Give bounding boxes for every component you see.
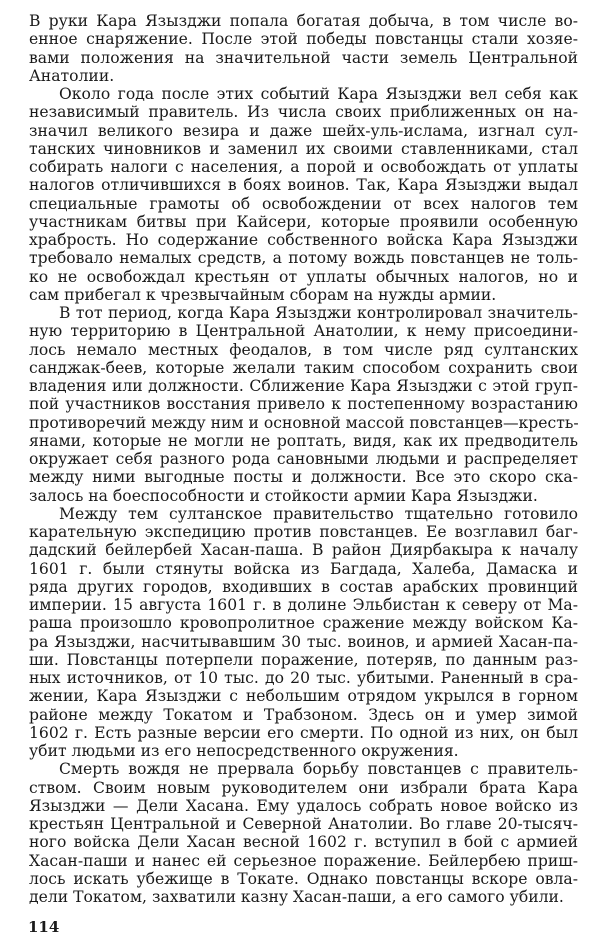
text-line: Анатолии. bbox=[29, 66, 115, 85]
text-line: участникам битвы при Кайсери, которые проявили особенную bbox=[29, 212, 578, 231]
text-line: между ними выгодные посты и должности. Все это скоро ска- bbox=[29, 468, 578, 487]
page-number: 114 bbox=[28, 918, 60, 936]
text-line: требовало немалых средств, а потому вождь повстанцев не толь- bbox=[29, 249, 578, 268]
text-line: янами, которые не могли не роптать, видя, как их предводитель bbox=[29, 431, 578, 450]
text-line: Около года после этих событий Кара Язызджи вел себя как bbox=[59, 85, 578, 103]
text-line: независимый правитель. Из числа своих приближенных он на- bbox=[29, 103, 578, 122]
text-line: значил великого везира и даже шейх-уль-ислама, изгнал сул- bbox=[29, 121, 578, 140]
text-line: противоречий между ним и основной массой повстанцев—кресть- bbox=[29, 413, 579, 432]
text-line: собирать налоги с населения, а порой и освобождать от уплаты bbox=[29, 158, 578, 176]
text-line: специальные грамоты об освобождении от всех налогов тем bbox=[29, 194, 578, 213]
text-line: лось немало местных феодалов, в том числе ряд султанских bbox=[29, 340, 578, 359]
text-line: дели Токатом, захватили казну Хасан-паши, а его самого убили. bbox=[29, 888, 564, 906]
text-line: 1602 г. Есть разные версии его смерти. По одной из них, он был bbox=[29, 723, 578, 742]
text-line: ством. Своим новым руководителем они избрали брата Кара bbox=[29, 778, 578, 797]
text-line: Язызджи — Дели Хасана. Ему удалось собрать новое войско из bbox=[29, 796, 578, 815]
text-line: Между тем султанское правительство тщательно готовило bbox=[59, 504, 578, 523]
text-line: ряда других городов, входивших в состав арабских провинций bbox=[29, 577, 578, 596]
text-line: ко не освобождал крестьян от уплаты обычных налогов, но и bbox=[29, 267, 578, 286]
text-line: ных источников, от 10 тыс. до 20 тыс. убитыми. Раненный в сра- bbox=[29, 669, 578, 687]
text-line: 1601 г. были стянуты войска из Багдада, Халеба, Дамаска и bbox=[29, 559, 578, 578]
text-line: Хасан-паши и нанес ей серьезное поражение. Бейлербею приш- bbox=[29, 851, 578, 870]
text-line: владения или должности. Сближение Кара Язызджи с этой груп- bbox=[29, 377, 578, 395]
paragraph bbox=[29, 760, 578, 906]
text-line: вами положения на значительной части земель Центральной bbox=[29, 48, 578, 67]
text-line: В тот период, когда Кара Язызджи контролировал значитель- bbox=[59, 304, 578, 322]
text-line: В руки Кара Язызджи попала богатая добыча, в том числе во- bbox=[29, 12, 578, 30]
text-line: залось на боеспособности и стойкости армии Кара Язызджи. bbox=[29, 486, 538, 505]
text-line: жении, Кара Язызджи с небольшим отрядом укрылся в горном bbox=[29, 687, 578, 706]
paragraph bbox=[29, 505, 578, 761]
text-line: санджак-беев, которые желали таким способом сохранить свои bbox=[29, 358, 578, 377]
text-line: храбрость. Но содержание собственного войска Кара Язызджи bbox=[29, 231, 578, 249]
text-line: ную территорию в Центральной Анатолии, к нему присоедини- bbox=[29, 322, 578, 341]
text-line: Смерть вождя не прервала борьбу повстанцев с правитель- bbox=[59, 760, 578, 779]
text-line: убит людьми из его непосредственного окружения. bbox=[29, 742, 459, 760]
text-line: енное снаряжение. После этой победы повстанцы стали хозяе- bbox=[29, 30, 578, 49]
text-line: танских чиновников и заменил их своими ставленниками, стал bbox=[29, 139, 578, 158]
paragraph bbox=[29, 12, 578, 85]
paragraph bbox=[29, 304, 578, 505]
paragraph bbox=[29, 85, 578, 304]
text-line: сам прибегал к чрезвычайным сборам на нужды армии. bbox=[29, 285, 497, 304]
text-line: империи. 15 августа 1601 г. в долине Эльбистан к северу от Ма- bbox=[29, 596, 578, 614]
text-line: ши. Повстанцы потерпели поражение, потеряв, по данным раз- bbox=[29, 650, 578, 669]
text-line: ного войска Дели Хасан весной 1602 г. вступил в бой с армией bbox=[29, 833, 578, 852]
text-line: крестьян Центральной и Северной Анатолии. Во главе 20-тысяч- bbox=[29, 815, 578, 833]
text-line: дадский бейлербей Хасан-паша. В район Диярбакыра к началу bbox=[29, 541, 578, 560]
text-line: окружает себя разного рода сановными людьми и распределяет bbox=[29, 450, 578, 468]
text-line: ра Язызджи, насчитывавшим 30 тыс. воинов, и армией Хасан-па- bbox=[29, 632, 578, 651]
text-line: пой участников восстания привело к постепенному возрастанию bbox=[29, 395, 578, 414]
text-line: налогов отличившихся в боях воинов. Так, Кара Язызджи выдал bbox=[29, 176, 578, 195]
text-line: районе между Токатом и Трабзоном. Здесь он и умер зимой bbox=[29, 705, 578, 724]
text-line: раша произошло кровопролитное сражение между войском Ка- bbox=[29, 614, 578, 633]
text-line: карательную экспедицию против повстанцев. Ее возглавил баг- bbox=[29, 523, 578, 541]
text-line: лось искать убежище в Токате. Однако повстанцы вскоре овла- bbox=[29, 869, 578, 888]
book-page-text bbox=[29, 12, 578, 906]
